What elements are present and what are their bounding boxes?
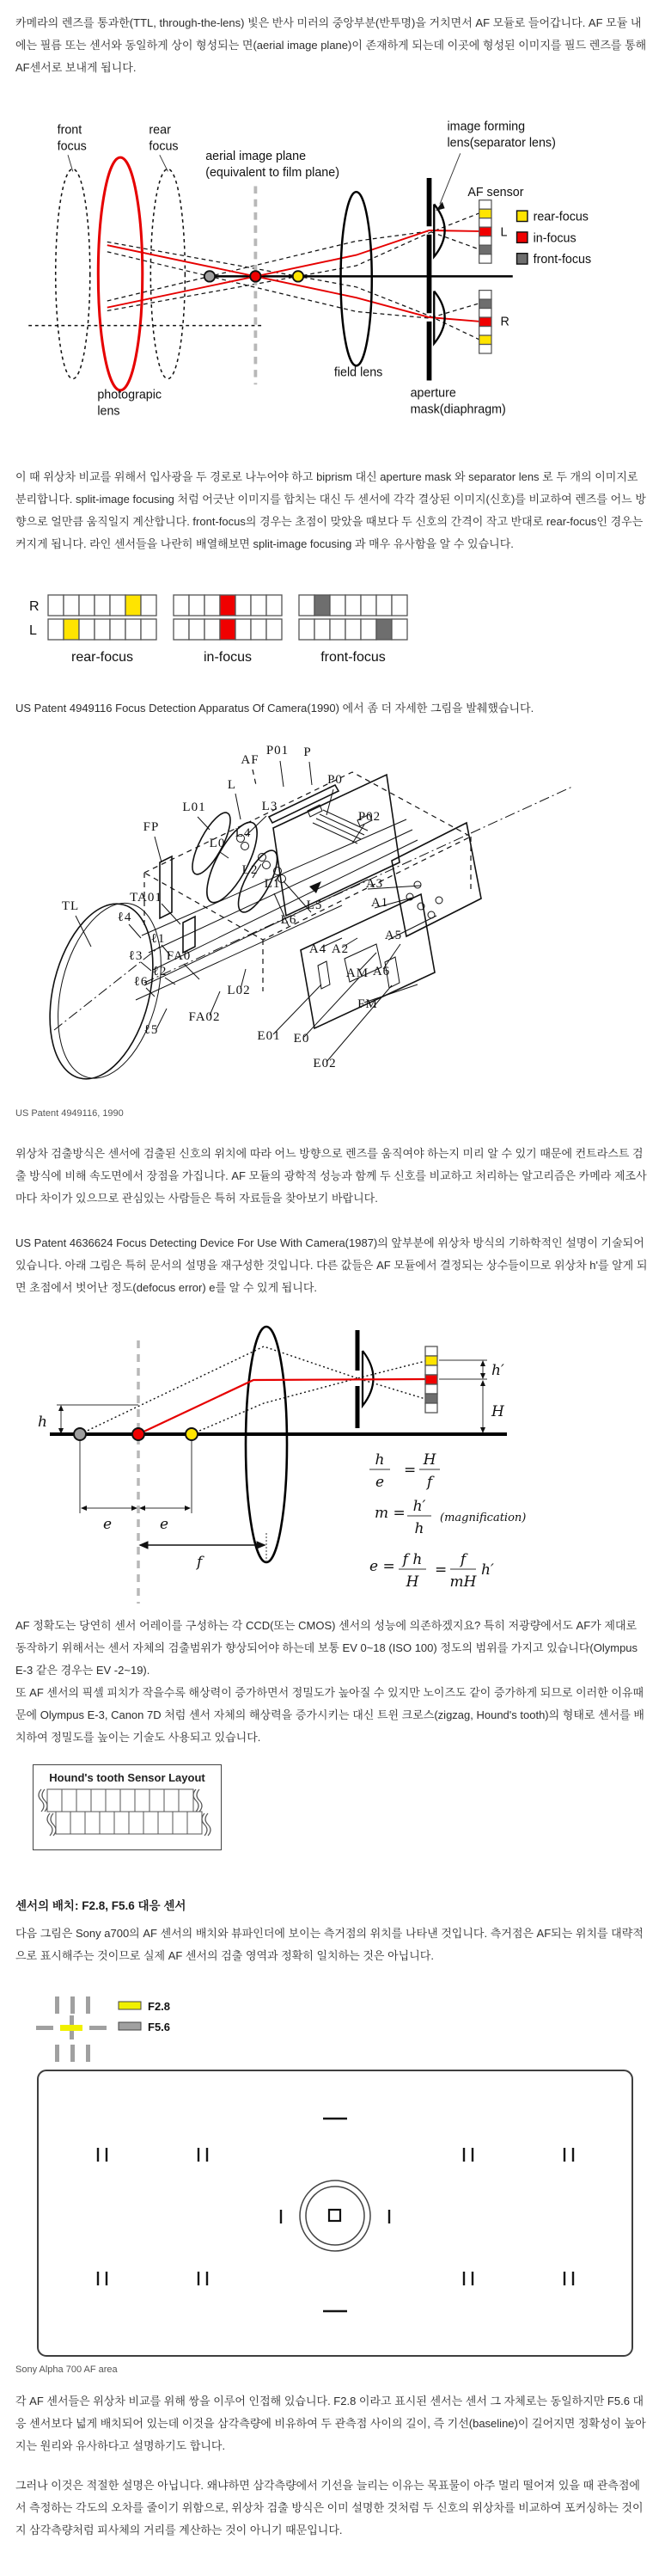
- patent-label-L6: L6: [280, 913, 297, 927]
- hound-cell: [187, 1812, 202, 1834]
- hound-cell: [120, 1789, 135, 1812]
- patent-label-FA02: FA02: [188, 1010, 221, 1024]
- paragraph-patent1: US Patent 4949116 Focus Detection Apparatus Of Camera(1990) 에서 좀 더 자세한 그림을 발췌했습니다.: [15, 702, 534, 715]
- aerial-plane-label: aerial image plane: [205, 150, 307, 163]
- af-sensor-strip-R: [479, 291, 491, 353]
- svg-text:e =: e =: [369, 1558, 395, 1575]
- front-focus-label: focus: [57, 139, 87, 154]
- sensor-cell: [64, 595, 79, 616]
- af-sensor-strip: [425, 1346, 437, 1413]
- sensor-cell: [345, 619, 361, 640]
- paragraph-phase: 위상차 검출방식은 센서에 검출된 신호의 위치에 따라 어느 방향으로 렌즈를 움직여야 하는지 미리 알 수 있기 때문에 컨트라스트 검출 방식에 비해 속도면에서 장점을 가집니다. AF 모듈의 광학적 성능과 함께 두 신호를 비교하고 처리하는 알고리즘은 카메라 제조사마다 차이가 있으므로 관심있는 사람들은 특허 자료들을 찾아보기 바랍니다.: [15, 1147, 647, 1205]
- patent-label-P01: P01: [265, 744, 290, 757]
- patent-figure: [15, 733, 650, 1105]
- svg-text:h′: h′: [412, 1498, 426, 1515]
- legend-swatch-front-focus: [517, 254, 528, 264]
- patent-label-L5: L5: [306, 899, 323, 912]
- af-area-caption: Sony Alpha 700 AF area: [15, 2364, 118, 2375]
- section-heading: 센서의 배치: F2.8, F5.6 대응 센서: [15, 1899, 186, 1912]
- sensor-cell: [392, 619, 407, 640]
- patent-label-L2: L2: [241, 863, 259, 877]
- sensor-cell: [189, 619, 204, 640]
- patent-label-E01: E01: [257, 1029, 281, 1043]
- hound-cell: [56, 1812, 70, 1834]
- paragraph-intro: 카메라의 렌즈를 통과한(TTL, through-the-lens) 빛은 반사 미러의 중앙부분(반투명)을 거치면서 AF 모듈로 들어갑니다. AF 모듈 내에는 필름 또는 센서와 동일하게 상이 형성되는 면(aerial image plane)이 존재하게 되는데 이곳에 형성된 이미지를 필드 렌즈를 통해 AF센서로 보내게 됩니다.: [15, 16, 647, 74]
- af-module-diagram: [15, 98, 650, 433]
- aperture-mask-label: mask(diaphragm): [410, 402, 506, 417]
- svg-text:m =: m =: [375, 1505, 406, 1522]
- separator-lens-label: lens(separator lens): [447, 136, 556, 150]
- paragraph-accuracy-b: 또 AF 센서의 픽셀 피치가 작을수록 해상력이 증가하면서 정밀도가 높아질 수 있지만 노이즈도 같이 증가하게 되므로 이러한 이유때문에 Olympus E-3, Canon 7D 처럼 센서 자체의 해상력을 증가시키는 대신 트윈 크로스(zigzag, Hound's tooth)의 형태로 센서를 배치하여 정밀도를 높이는 기술도 사용되고 있습니다.: [15, 1686, 644, 1744]
- patent-label-E0: E0: [293, 1032, 310, 1046]
- sensor-cell: [141, 619, 156, 640]
- patent-label-TL: TL: [61, 899, 80, 913]
- patent-label-L0: L0: [209, 837, 226, 850]
- svg-text:H: H: [406, 1573, 419, 1591]
- sensor-cell: [125, 619, 141, 640]
- svg-text:=: =: [435, 1561, 448, 1579]
- patent-label-P02: P02: [357, 810, 381, 824]
- e-label: e: [103, 1516, 113, 1533]
- paragraph-placement: 다음 그림은 Sony a700의 AF 센서의 배치와 뷰파인더에 보이는 측거점의 위치를 나타낸 것입니다. 측거점은 AF되는 위치를 대략적으로 표시해주는 것이므로 실제 AF 센서의 검출 영역과 정확히 일치하는 것은 아닙니다.: [15, 1927, 644, 1962]
- strip-L-label: L: [500, 225, 508, 240]
- svg-text:h: h: [375, 1451, 385, 1469]
- sensor-cell: [376, 595, 392, 616]
- paragraph-patent2: US Patent 4636624 Focus Detecting Device For Use With Camera(1987)의 앞부분에 위상차 방식의 기하학적인 설명이 기술되어 있습니다. 아래 그림은 특허 문서의 설명을 재구성한 것입니다. 다른 값들은 AF 모듈에서 결정되는 상수들이므로 위상차 h'를 알게 되면 초점에서 벗어난 정도(defocus error) e를 알 수 있게 됩니다.: [15, 1236, 648, 1294]
- ray-front-focus: [107, 231, 479, 301]
- patent-label-P: P: [303, 745, 312, 759]
- spot-metering-circle: [300, 2180, 370, 2251]
- svg-text:f: f: [426, 1474, 433, 1491]
- legend-label-f56: F5.6: [148, 2021, 171, 2033]
- svg-text:H: H: [423, 1451, 436, 1469]
- separator-lens-label: image forming: [447, 120, 526, 134]
- sensor-cell: [125, 595, 141, 616]
- leader-line: [68, 155, 73, 171]
- hprime-label: h′: [491, 1362, 504, 1379]
- ray-in-focus: [107, 230, 479, 308]
- field-lens-shape: [341, 192, 372, 365]
- hound-cell: [143, 1812, 158, 1834]
- viewfinder-frame: [38, 2070, 632, 2356]
- svg-text:h′: h′: [481, 1561, 494, 1579]
- sensor-cell: [361, 619, 376, 640]
- sensor-groups: [48, 595, 407, 665]
- legend-label-front-focus: front-focus: [533, 253, 592, 267]
- ray-rear: [192, 1361, 425, 1434]
- rear-focus-label: rear: [149, 123, 171, 138]
- sensor-cell: [204, 619, 220, 640]
- hound-cell: [85, 1812, 100, 1834]
- layout-legend: [119, 2000, 170, 2033]
- paragraph-accuracy-a: AF 정확도는 당연히 센서 어레이를 구성하는 각 CCD(또는 CMOS) 센서의 성능에 의존하겠지요? 특히 저광량에서도 AF가 제대로 동작하기 위해서는 센서 자체의 검출범위가 향상되어야 하는데 보통 EV 0~18 (ISO 100) 정도의 범위를 가지고 있습니다(Olympus E-3 같은 경우는 EV -2~19).: [15, 1619, 638, 1677]
- H-label: H: [491, 1403, 504, 1420]
- legend-swatch-in-focus: [517, 232, 528, 242]
- sensor-cell: [110, 619, 125, 640]
- in-focus-point: [250, 271, 260, 281]
- spot-metering-circle-inner: [306, 2187, 364, 2245]
- field-lens-shape: [246, 1327, 287, 1562]
- sensor-cell: [314, 595, 330, 616]
- leader-line: [440, 153, 461, 204]
- patent-label-TA01: TA01: [130, 891, 162, 905]
- patent-label-A4: A4: [308, 942, 327, 956]
- svg-text:f h: f h: [402, 1551, 423, 1568]
- af-sensor-label: AF sensor: [467, 185, 524, 199]
- photographic-lens-label: photograpic: [97, 388, 162, 402]
- line-sensor-arrays-figure: [15, 592, 650, 673]
- photographic-lens-shape: [98, 157, 142, 390]
- patent-label-ℓ5: ℓ5: [143, 1023, 159, 1037]
- sensor-layout-figure: [15, 1991, 650, 2067]
- sensor-cell: [299, 595, 314, 616]
- legend-swatch-f56: [119, 2022, 141, 2030]
- aperture-mask-label: aperture: [410, 386, 456, 401]
- sensor-cell: [79, 595, 95, 616]
- rear-focus-point: [186, 1428, 198, 1440]
- hound-cell: [179, 1789, 193, 1812]
- hound-cell: [70, 1812, 85, 1834]
- hound-cell: [100, 1812, 114, 1834]
- photographic-lens-label: lens: [97, 404, 120, 419]
- hound-cell: [106, 1789, 120, 1812]
- sensor-cell: [204, 595, 220, 616]
- patent-label-P0: P0: [327, 773, 343, 787]
- patent-label-FM: FM: [357, 997, 378, 1011]
- hound-cell: [164, 1789, 179, 1812]
- hound-cell: [129, 1812, 143, 1834]
- hound-cell: [47, 1789, 62, 1812]
- sensor-cluster: [36, 1996, 107, 2062]
- center-f28-sensor: [60, 2025, 82, 2031]
- hound-cell: [135, 1789, 149, 1812]
- patent-arrow: [309, 881, 321, 893]
- sensor-cell: [314, 619, 330, 640]
- legend-swatch-rear-focus: [517, 211, 528, 221]
- svg-text:f: f: [460, 1551, 467, 1568]
- sensor-cell: [251, 595, 266, 616]
- patent-label-ℓ4: ℓ4: [117, 911, 132, 924]
- patent-hole-E01: [318, 961, 330, 989]
- legend-label-f28: F2.8: [148, 2000, 171, 2013]
- hound-cell: [76, 1789, 91, 1812]
- patent-plate-P: [269, 785, 339, 823]
- array-caption: front-focus: [320, 650, 386, 665]
- af-sensor-strip-L: [479, 200, 491, 263]
- sensor-cell: [220, 595, 235, 616]
- sensor-cell: [189, 595, 204, 616]
- patent-label-FP: FP: [143, 820, 160, 834]
- patent-label-L02: L02: [227, 984, 251, 997]
- field-lens-label: field lens: [333, 365, 383, 380]
- patent-labels: [62, 744, 402, 1070]
- aerial-plane-label: (equivalent to film plane): [205, 166, 339, 181]
- leader-line: [160, 155, 168, 171]
- legend-swatch-f28: [119, 2002, 141, 2009]
- sensor-cell: [251, 619, 266, 640]
- sensor-cell: [48, 619, 64, 640]
- hound-cell: [114, 1812, 129, 1834]
- patent-label-L1: L1: [264, 877, 281, 891]
- patent-field-plate: [183, 917, 195, 953]
- strip-R-label: R: [500, 315, 509, 329]
- patent-label-L3: L3: [261, 800, 278, 813]
- row-label-R: R: [29, 599, 40, 614]
- sensor-cell: [95, 619, 110, 640]
- sensor-cell: [95, 595, 110, 616]
- svg-text:e: e: [375, 1474, 385, 1491]
- sensor-cell: [79, 619, 95, 640]
- sensor-cell: [266, 595, 282, 616]
- sensor-cell: [110, 595, 125, 616]
- diagram1-legend: [517, 211, 592, 267]
- patent-label-A1: A1: [370, 896, 389, 910]
- patent-label-AF: AF: [241, 753, 259, 767]
- paragraph-split: 이 때 위상차 비교를 위해서 입사광을 두 경로로 나누어야 하고 biprism 대신 aperture mask 와 separator lens 로 두 개의 이미지로 분리합니다. split-image focusing 처럼 어긋난 이미지를 합치는 대신 두 센서에 각각 결상된 이미지(신호)를 비교하여 렌즈를 어느 방향으로 얼만큼 움직일지 계산합니다. front-focus의 경우는 초점이 맞았을 때보다 두 신호의 간격이 작고 반대로 rear-focus인 경우는 커지게 됩니다. 라인 센서들을 나란히 배열해보면 split-image focusing 과 매우 유사함을 알 수 있습니다.: [15, 470, 646, 550]
- sensor-cell: [330, 595, 345, 616]
- separator-lens-shape: [363, 1351, 374, 1406]
- houndstooth-figure: [33, 1764, 222, 1850]
- patent-label-ℓ6: ℓ6: [133, 975, 149, 989]
- f-label: f: [197, 1554, 203, 1571]
- svg-text:(magnification): (magnification): [440, 1512, 527, 1524]
- sensor-cell: [235, 619, 251, 640]
- sensor-cell: [345, 595, 361, 616]
- front-focus-label: front: [57, 123, 82, 138]
- sensor-cell: [361, 595, 376, 616]
- h-label: h: [38, 1414, 47, 1431]
- center-af-point: [329, 2210, 340, 2221]
- sensor-cell: [235, 595, 251, 616]
- hound-cell: [91, 1789, 106, 1812]
- sensor-cell: [141, 595, 156, 616]
- front-focus-point: [204, 271, 215, 281]
- sensor-cell: [299, 619, 314, 640]
- legend-label-in-focus: in-focus: [533, 231, 577, 246]
- patent-label-FA0: FA0: [166, 949, 192, 963]
- hound-cell: [149, 1789, 164, 1812]
- legend-label-rear-focus: rear-focus: [533, 210, 589, 224]
- patent-label-ℓ3: ℓ3: [128, 949, 143, 963]
- array-caption: in-focus: [203, 650, 253, 665]
- sensor-cell: [48, 595, 64, 616]
- equation-3: [369, 1551, 494, 1591]
- patent-label-L01: L01: [182, 800, 206, 814]
- equation-1: [369, 1451, 440, 1491]
- defocus-geometry-figure: [15, 1318, 650, 1615]
- array-caption: rear-focus: [70, 650, 134, 665]
- hound-cell: [62, 1789, 76, 1812]
- paragraph-conclusion: 그러나 이것은 적절한 설명은 아닙니다. 왜냐하면 삼각측량에서 기선을 늘리는 이유는 목표물이 아주 멀리 떨어져 있을 때 관측점에서 측정하는 각도의 오차를 줄이기 위함으로, 위상차 검출 방식은 이미 설명한 것처럼 두 신호의 위상차를 비교하여 포커싱하는 것이지 삼각측량처럼 피사체의 거리를 계산하는 것이 아니기 때문입니다.: [15, 2479, 644, 2536]
- sensor-cell: [174, 619, 189, 640]
- patent-label-ℓ2: ℓ2: [152, 965, 168, 978]
- sensor-cell: [64, 619, 79, 640]
- hound-cell: [173, 1812, 187, 1834]
- patent-label-E02: E02: [313, 1057, 337, 1070]
- patent-label-A6: A6: [372, 965, 391, 978]
- rear-focus-label: focus: [149, 139, 179, 154]
- equation-2: [375, 1498, 526, 1537]
- row-label-L: L: [29, 623, 37, 638]
- svg-text:h: h: [414, 1520, 424, 1537]
- patent-field-plate: [160, 856, 172, 918]
- af-points: [98, 2119, 573, 2311]
- patent-label-AM: AM: [345, 966, 369, 980]
- in-focus-point: [132, 1428, 144, 1440]
- svg-text:=: =: [404, 1462, 417, 1479]
- patent-label-L4: L4: [235, 826, 252, 840]
- patent-plate-A: [392, 823, 481, 936]
- svg-text:mH: mH: [449, 1573, 477, 1591]
- sensor-cell: [330, 619, 345, 640]
- ray-in-focus: [107, 245, 479, 322]
- rear-focus-point: [293, 271, 303, 281]
- patent-caption: US Patent 4949116, 1990: [15, 1108, 124, 1119]
- patent-label-A2: A2: [331, 942, 350, 956]
- sensor-cell: [392, 595, 407, 616]
- af-area-figure: [15, 2067, 650, 2359]
- houndstooth-rows: [34, 1788, 216, 1843]
- houndstooth-title: Hound's tooth Sensor Layout: [49, 1771, 205, 1784]
- patent-label-L: L: [227, 778, 237, 792]
- sensor-cell: [174, 595, 189, 616]
- ray-in-focus: [138, 1379, 425, 1434]
- front-focus-point: [74, 1428, 86, 1440]
- paragraph-baseline: 각 AF 센서들은 위상차 비교를 위해 쌍을 이루어 인접해 있습니다. F2.8 이라고 표시된 센서는 센서 그 자체로는 동일하지만 F5.6 대응 센서보다 넓게 배치되어 있는데 이것을 삼각측량에 비유하여 두 관측점 사이의 길이, 즉 기선(baseline)이 길어지면 정확성이 높아지는 원리와 유사하다고 설명하기도 합니다.: [15, 2395, 646, 2452]
- front-focus-lens-outline: [56, 169, 90, 378]
- sensor-cell: [376, 619, 392, 640]
- patent-label-A5: A5: [384, 929, 403, 942]
- rear-focus-lens-outline: [150, 169, 185, 378]
- e-label: e: [160, 1516, 169, 1533]
- patent-label-ℓ1: ℓ1: [150, 932, 166, 946]
- sensor-cell: [220, 619, 235, 640]
- paragraph-accuracy: [15, 1615, 650, 1749]
- hound-cell: [158, 1812, 173, 1834]
- patent-label-A3: A3: [365, 877, 384, 891]
- sensor-cell: [266, 619, 282, 640]
